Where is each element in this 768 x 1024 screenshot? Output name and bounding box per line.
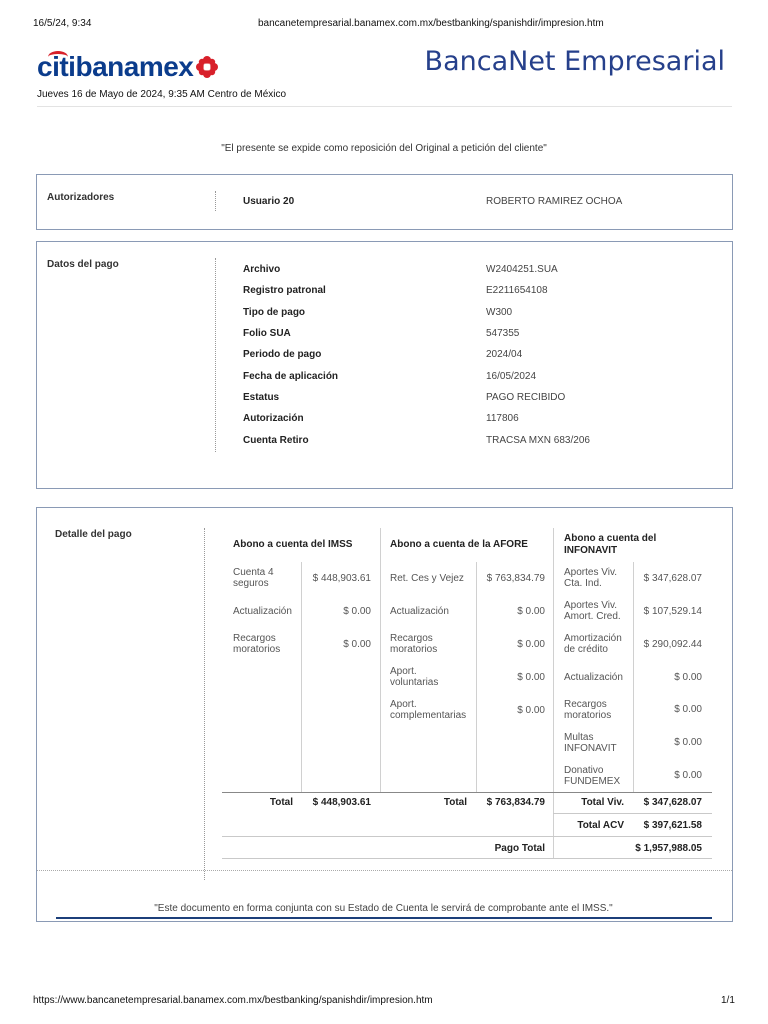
datos-key: Archivo: [243, 264, 281, 275]
infonavit-header: Abono a cuenta del INFONAVIT: [564, 533, 657, 556]
datos-key: Tipo de pago: [243, 307, 306, 318]
autorizadores-section: [36, 174, 733, 230]
imss-header: Abono a cuenta del IMSS: [233, 539, 353, 550]
datos-key: Cuenta Retiro: [243, 435, 309, 446]
print-datetime: 16/5/24, 9:34: [33, 18, 92, 29]
footnote: "Este documento en forma conjunta con su Estado de Cuenta le servirá de comprobante ante el IMSS.": [154, 903, 613, 914]
col-divider: [633, 562, 634, 792]
datos-pago-section: [36, 241, 733, 489]
infonavit-row-label: Aportes Viv. Amort. Cred.: [564, 600, 621, 622]
print-page-number: 1/1: [721, 995, 735, 1006]
infonavit-row-value: $ 290,092.44: [643, 639, 702, 650]
afore-header: Abono a cuenta de la AFORE: [390, 539, 528, 550]
afore-row-label: Recargos moratorios: [390, 633, 438, 655]
infonavit-row-label: Donativo FUNDEMEX: [564, 765, 621, 787]
pago-total-value: $ 1,957,988.05: [635, 843, 702, 854]
infonavit-row-value: $ 0.00: [674, 737, 702, 748]
afore-row-value: $ 0.00: [517, 606, 545, 617]
datos-value: 2024/04: [486, 349, 523, 360]
date-line: Jueves 16 de Mayo de 2024, 9:35 AM Centro de México: [37, 89, 287, 100]
datos-pago-label: Datos del pago: [47, 259, 119, 270]
afore-row-value: $ 0.00: [517, 672, 545, 683]
autorizador-value: ROBERTO RAMIREZ OCHOA: [486, 196, 623, 207]
datos-key: Periodo de pago: [243, 349, 322, 360]
footnote-divider: [37, 870, 732, 872]
infonavit-total-viv-value: $ 347,628.07: [643, 797, 702, 808]
infonavit-row-label: Amortización de crédito: [564, 633, 622, 655]
afore-total-label: Total: [443, 797, 467, 808]
afore-row-value: $ 763,834.79: [486, 573, 545, 584]
print-footer-url: https://www.bancanetempresarial.banamex.com.mx/bestbanking/spanishdir/impresion.htm: [33, 995, 433, 1006]
infonavit-row-value: $ 0.00: [674, 770, 702, 781]
citibanamex-logo: [37, 50, 219, 84]
infonavit-row-value: $ 0.00: [674, 672, 702, 683]
reposicion-note: "El presente se expide como reposición del Original a petición del cliente": [221, 143, 547, 154]
infonavit-total-viv-label: Total Viv.: [581, 797, 624, 808]
afore-total-value: $ 763,834.79: [486, 797, 545, 808]
afore-row-value: $ 0.00: [517, 639, 545, 650]
infonavit-total-acv-label: Total ACV: [577, 820, 624, 831]
infonavit-row-value: $ 107,529.14: [643, 606, 702, 617]
col-divider: [380, 528, 381, 792]
col-divider: [301, 562, 302, 792]
datos-value: 117806: [486, 413, 519, 424]
infonavit-row-value: $ 0.00: [674, 704, 702, 715]
imss-total-value: $ 448,903.61: [312, 797, 371, 808]
totals-divider: [553, 813, 712, 814]
datos-value: TRACSA MXN 683/206: [486, 435, 590, 446]
datos-value: W300: [486, 307, 513, 318]
datos-key: Folio SUA: [243, 328, 291, 339]
infonavit-row-label: Multas INFONAVIT: [564, 732, 617, 754]
totals-divider: [222, 858, 712, 859]
totals-divider: [222, 792, 712, 793]
datos-key: Estatus: [243, 392, 280, 403]
infonavit-row-label: Actualización: [564, 672, 623, 683]
infonavit-row-label: Recargos moratorios: [564, 699, 612, 721]
section-separator: [215, 258, 216, 452]
bancanet-empresarial-brand: [425, 46, 725, 77]
datos-value: 16/05/2024: [486, 371, 537, 382]
banamex-flower-icon: [195, 55, 219, 79]
detalle-pago-label: Detalle del pago: [55, 529, 132, 540]
brand-empresarial: Empresarial: [564, 46, 725, 77]
autorizador-key: Usuario 20: [243, 196, 295, 207]
infonavit-total-acv-value: $ 397,621.58: [643, 820, 702, 831]
imss-row-label: Actualización: [233, 606, 292, 617]
afore-row-label: Aport. voluntarias: [390, 666, 439, 688]
pago-total-label: Pago Total: [494, 843, 545, 854]
imss-row-label: Cuenta 4 seguros: [233, 567, 274, 589]
afore-row-value: $ 0.00: [517, 705, 545, 716]
logo-citi-text: citi: [37, 51, 76, 82]
totals-divider: [222, 836, 712, 837]
imss-row-value: $ 448,903.61: [312, 573, 371, 584]
citi-arc-icon: [48, 51, 68, 63]
logo-banamex-text: banamex: [75, 51, 194, 82]
imss-row-value: $ 0.00: [343, 639, 371, 650]
autorizadores-label: Autorizadores: [47, 192, 115, 203]
col-divider: [476, 562, 477, 792]
brand-bancanet: BancaNet: [424, 46, 556, 77]
datos-key: Fecha de aplicación: [243, 371, 339, 382]
datos-value: 547355: [486, 328, 520, 339]
imss-row-value: $ 0.00: [343, 606, 371, 617]
imss-row-label: Recargos moratorios: [233, 633, 281, 655]
header-divider: [37, 106, 732, 107]
afore-row-label: Aport. complementarias: [390, 699, 467, 721]
infonavit-row-label: Aportes Viv. Cta. Ind.: [564, 567, 617, 589]
datos-value: W2404251.SUA: [486, 264, 558, 275]
col-divider: [553, 528, 554, 858]
afore-row-label: Actualización: [390, 606, 449, 617]
imss-total-label: Total: [269, 797, 293, 808]
footnote-underline: [56, 917, 712, 919]
afore-row-label: Ret. Ces y Vejez: [390, 573, 464, 584]
datos-value: E2211654108: [486, 285, 548, 296]
datos-key: Registro patronal: [243, 285, 326, 296]
datos-value: PAGO RECIBIDO: [486, 392, 566, 403]
print-url: bancanetempresarial.banamex.com.mx/bestbanking/spanishdir/impresion.htm: [258, 18, 604, 29]
infonavit-row-value: $ 347,628.07: [643, 573, 702, 584]
section-separator: [215, 191, 216, 211]
section-separator: [204, 528, 205, 880]
datos-key: Autorización: [243, 413, 304, 424]
